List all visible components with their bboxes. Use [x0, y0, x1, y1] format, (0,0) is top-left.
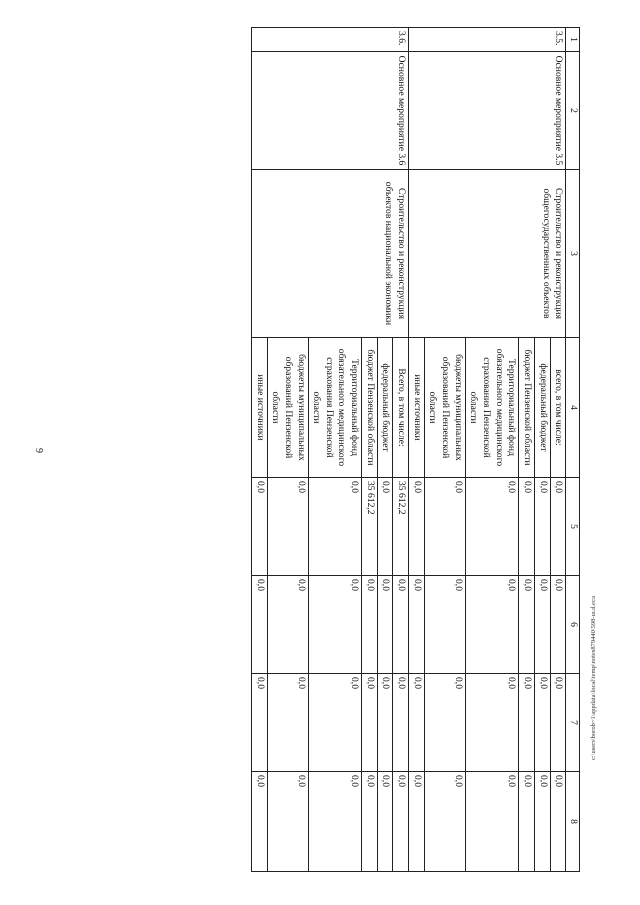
value-cell-v7: 0,0	[393, 674, 409, 772]
funding-source: федеральный бюджет	[535, 338, 551, 478]
funding-source: бюджеты муниципальных образований Пензенской области	[267, 338, 308, 478]
value-cell-v6: 0,0	[377, 576, 393, 674]
value-cell-v8: 0,0	[424, 772, 465, 872]
footer-file-path: c:\users\borob~1\appdata\local\temp\notes879440\598-ш.d.еса	[590, 596, 597, 760]
value-cell-v7: 0,0	[519, 674, 535, 772]
value-cell-v5: 0,0	[308, 478, 362, 576]
header-row	[566, 28, 580, 872]
value-cell-v8: 0,0	[465, 772, 519, 872]
value-cell-v7: 0,0	[362, 674, 378, 772]
row-number: 3.6.	[251, 28, 408, 52]
measure-name: Основное мероприятие 3.6	[251, 52, 408, 170]
value-cell-v6: 0,0	[535, 576, 551, 674]
value-cell-v5: 0,0	[535, 478, 551, 576]
value-cell-v5: 35 612,2	[393, 478, 409, 576]
column-header-4: 4	[566, 338, 580, 478]
value-cell-v6: 0,0	[424, 576, 465, 674]
funding-source: Территориальный фонд обязательного медицинского страхования Пензенской области	[465, 338, 519, 478]
funding-source: федеральный бюджет	[377, 338, 393, 478]
value-cell-v8: 0,0	[409, 772, 425, 872]
column-header-7: 7	[566, 674, 580, 772]
funding-source: бюджеты муниципальных образований Пензенской области	[424, 338, 465, 478]
value-cell-v6: 0,0	[519, 576, 535, 674]
value-cell-v5: 0,0	[267, 478, 308, 576]
rotated-table-container	[100, 27, 580, 871]
table-row	[550, 28, 566, 872]
value-cell-v5: 0,0	[465, 478, 519, 576]
measure-description: Строительство и реконструкция общегосударственных объектов	[409, 170, 566, 338]
value-cell-v7: 0,0	[550, 674, 566, 772]
value-cell-v7: 0,0	[409, 674, 425, 772]
value-cell-v5: 35 612,2	[362, 478, 378, 576]
value-cell-v7: 0,0	[424, 674, 465, 772]
column-header-8: 8	[566, 772, 580, 872]
value-cell-v6: 0,0	[362, 576, 378, 674]
value-cell-v6: 0,0	[267, 576, 308, 674]
column-header-6: 6	[566, 576, 580, 674]
value-cell-v8: 0,0	[251, 772, 267, 872]
value-cell-v7: 0,0	[251, 674, 267, 772]
value-cell-v8: 0,0	[519, 772, 535, 872]
budget-table	[251, 27, 580, 872]
table-row	[393, 28, 409, 872]
value-cell-v6: 0,0	[409, 576, 425, 674]
funding-source: Всего, в том числе:	[393, 338, 409, 478]
funding-source: иные источники	[409, 338, 425, 478]
page-number: 9	[33, 448, 44, 453]
value-cell-v7: 0,0	[308, 674, 362, 772]
funding-source: Территориальный фонд обязательного медицинского страхования Пензенской области	[308, 338, 362, 478]
value-cell-v6: 0,0	[465, 576, 519, 674]
value-cell-v5: 0,0	[377, 478, 393, 576]
column-header-5: 5	[566, 478, 580, 576]
column-header-1: 1	[566, 28, 580, 52]
measure-name: Основное мероприятие 3.5	[409, 52, 566, 170]
value-cell-v7: 0,0	[377, 674, 393, 772]
value-cell-v8: 0,0	[267, 772, 308, 872]
value-cell-v7: 0,0	[465, 674, 519, 772]
value-cell-v5: 0,0	[424, 478, 465, 576]
value-cell-v5: 0,0	[251, 478, 267, 576]
value-cell-v7: 0,0	[535, 674, 551, 772]
value-cell-v8: 0,0	[535, 772, 551, 872]
funding-source: бюджет Пензенской области	[519, 338, 535, 478]
value-cell-v5: 0,0	[519, 478, 535, 576]
funding-source: всего, в том числе:	[550, 338, 566, 478]
value-cell-v6: 0,0	[308, 576, 362, 674]
value-cell-v5: 0,0	[550, 478, 566, 576]
value-cell-v8: 0,0	[362, 772, 378, 872]
value-cell-v6: 0,0	[393, 576, 409, 674]
funding-source: бюджет Пензенской области	[362, 338, 378, 478]
value-cell-v6: 0,0	[550, 576, 566, 674]
row-number: 3.5.	[409, 28, 566, 52]
measure-description: Строительство и реконструкция объектов национальной экономики	[251, 170, 408, 338]
value-cell-v8: 0,0	[377, 772, 393, 872]
value-cell-v6: 0,0	[251, 576, 267, 674]
value-cell-v7: 0,0	[267, 674, 308, 772]
value-cell-v8: 0,0	[393, 772, 409, 872]
table-body	[251, 28, 565, 872]
funding-source: иные источники	[251, 338, 267, 478]
value-cell-v8: 0,0	[308, 772, 362, 872]
column-header-2: 2	[566, 52, 580, 170]
column-header-3: 3	[566, 170, 580, 338]
value-cell-v8: 0,0	[550, 772, 566, 872]
value-cell-v5: 0,0	[409, 478, 425, 576]
